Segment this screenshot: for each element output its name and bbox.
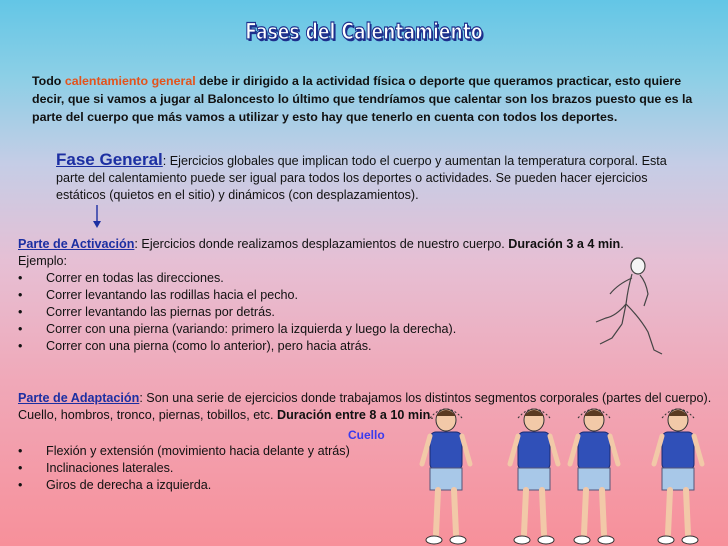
runner-illustration — [588, 254, 674, 366]
cuello-subheading: Cuello — [348, 428, 385, 442]
down-arrow-icon — [92, 205, 102, 229]
fase-general-title: Fase General — [56, 150, 163, 169]
list-item: • Giros de derecha a izquierda. — [18, 477, 398, 494]
list-item: • Correr en todas las direcciones. — [18, 270, 723, 287]
activacion-heading — [18, 236, 723, 253]
list-item: • Correr con una pierna (como lo anterior), pero hacia atrás. — [18, 338, 723, 355]
adaptacion-end: . — [430, 408, 434, 422]
adaptacion-text: : Son una serie de ejercicios donde trabajamos los distintos segmentos corporales (partes del cuerpo). Cuello, hombros, tronco, piernas, tobillos, etc. — [18, 391, 712, 422]
cuello-list — [18, 443, 398, 494]
intro-highlight: calentamiento general — [64, 74, 196, 88]
activacion-end: . — [620, 237, 624, 251]
list-item: • Correr levantando las piernas por detrás. — [18, 304, 723, 321]
list-item: • Correr levantando las rodillas hacia el pecho. — [18, 287, 723, 304]
activacion-duration: Duración 3 a 4 min — [508, 237, 621, 251]
intro-prefix: Todo — [32, 74, 65, 88]
list-item: • Flexión y extensión (movimiento hacia delante y atrás) — [18, 443, 398, 460]
example-label: Ejemplo: — [18, 254, 67, 268]
fase-general-section — [56, 151, 696, 204]
activacion-title: Parte de Activación — [18, 237, 135, 251]
intro-text: debe ir dirigido a la actividad física o deporte que queramos practicar, esto quiere decir, que si vamos a jugar al Baloncesto lo último que tendríamos que calentar son los brazos puesto que es la parte del cuerpo que más vamos a utilizar y esto hay que tenerlo en cuenta con todos los deportes. — [32, 74, 693, 124]
adaptacion-duration: Duración entre 8 a 10 min — [277, 408, 431, 422]
page-title: Fases del Calentamiento — [245, 20, 483, 45]
list-item: • Correr con una pierna (variando: primero la izquierda y luego la derecha). — [18, 321, 723, 338]
list-item: • Inclinaciones laterales. — [18, 460, 398, 477]
adaptacion-title: Parte de Adaptación — [18, 391, 140, 405]
fase-general-text: : Ejercicios globales que implican todo el cuerpo y aumentan la temperatura corporal. Esta parte del calentamiento puede ser igual para todos los deportes o actividades. Se pueden hacer ejercicios estáticos (quietos en el sitio) y dinámicos (con desplazamientos). — [56, 154, 667, 202]
neck-exercise-illustration — [410, 400, 722, 546]
intro-paragraph — [32, 72, 698, 126]
activacion-text: : Ejercicios donde realizamos desplazamientos de nuestro cuerpo. — [134, 237, 509, 251]
